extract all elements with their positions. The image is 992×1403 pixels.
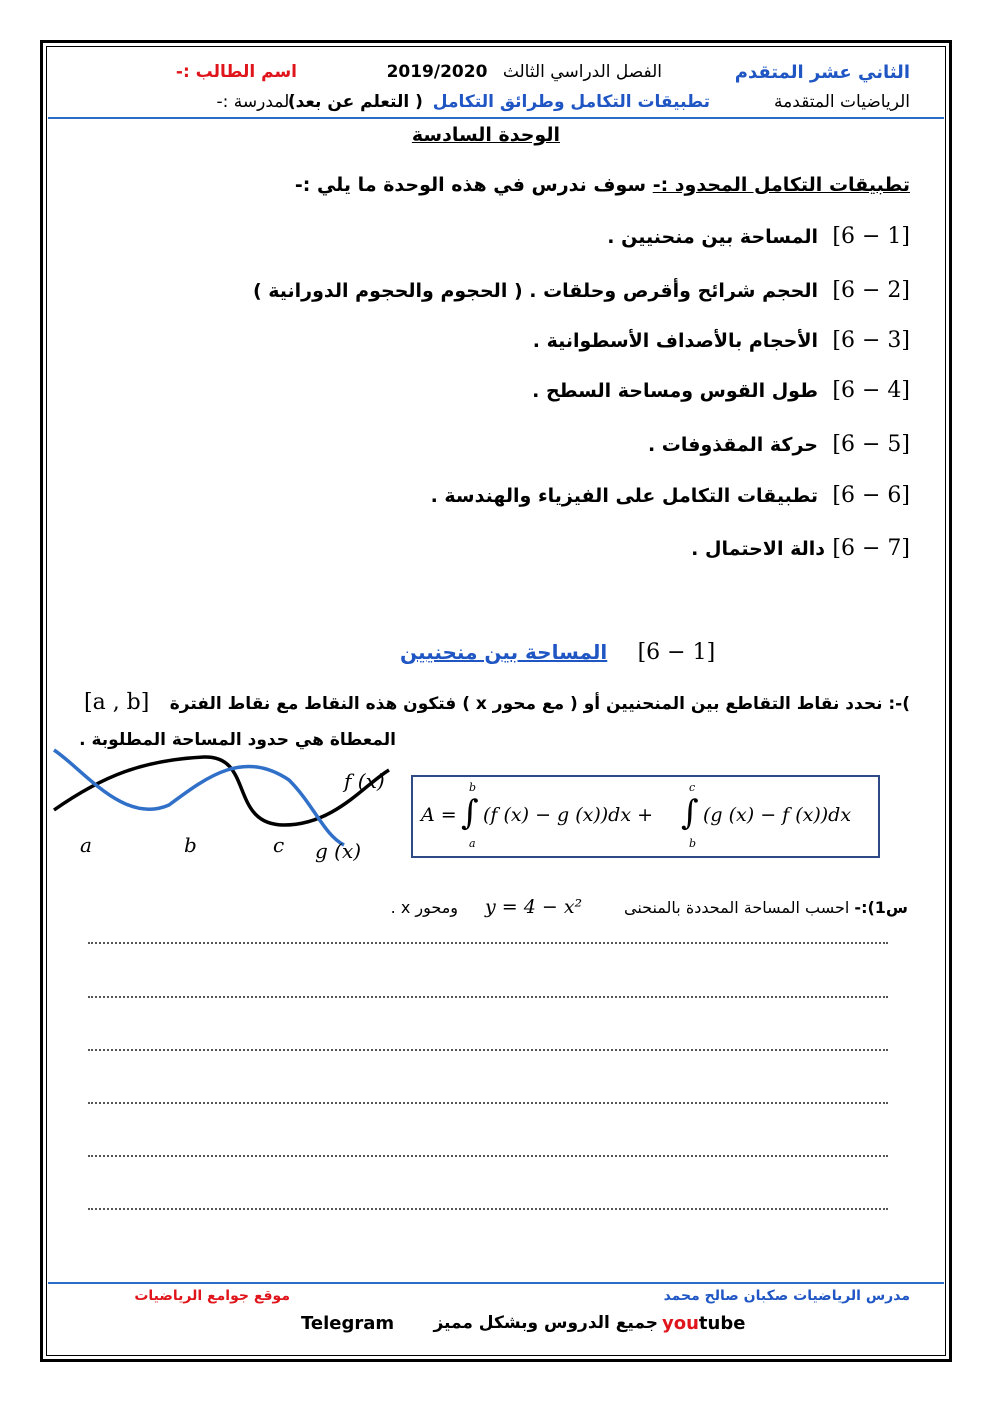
explanation-line-2: المعطاة هي حدود المساحة المطلوبة . <box>79 730 396 750</box>
question-1 <box>624 898 908 917</box>
lesson-code: [6 − 1] <box>832 224 910 249</box>
g-label: g (x) <box>315 839 362 863</box>
youtube-black: tube <box>698 1313 746 1334</box>
section-heading <box>400 640 715 665</box>
int2-lower: b <box>689 837 697 850</box>
lesson-text: حركة المقذوفات . <box>647 434 818 456</box>
point-b: b <box>184 833 197 857</box>
integral-sign-1: ∫ <box>461 793 479 833</box>
school-label: المدرسة :- <box>216 92 294 112</box>
header-divider <box>48 117 944 119</box>
youtube-link[interactable] <box>662 1313 745 1334</box>
point-c: c <box>273 833 285 857</box>
student-name-label: اسم الطالب :- <box>175 62 297 82</box>
topic-text: تطبيقات التكامل وطرائق التكامل <box>432 92 710 112</box>
subject-label: الرياضيات المتقدمة <box>774 92 910 112</box>
topic-label <box>288 92 710 112</box>
lesson-text: الأحجام بالأصداف الأسطوانية . <box>532 330 818 352</box>
section-title: المساحة بين منحنيين <box>400 640 608 664</box>
formula-box <box>411 775 880 858</box>
lesson-text: الحجم شرائح وأقرص وحلقات . ( الحجوم والحجوم الدورانية ) <box>252 280 818 302</box>
footer-divider <box>48 1282 944 1284</box>
answer-line[interactable] <box>88 1155 888 1157</box>
answer-line[interactable] <box>88 942 888 944</box>
site-name: موقع جوامع الرياضيات <box>134 1288 290 1304</box>
lesson-text: المساحة بين منحنيين . <box>607 226 818 248</box>
lesson-code: [6 − 6] <box>832 483 910 508</box>
answer-line[interactable] <box>88 1208 888 1210</box>
teacher-name: مدرس الرياضيات صكبان صالح محمد <box>663 1288 910 1304</box>
lesson-text: تطبيقات التكامل على الفيزياء والهندسة . <box>430 485 818 507</box>
explanation-line-1: )-: نحدد نقاط التقاطع بين المنحنيين أو ( مع محور x ) فتكون هذه النقاط مع نقاط الفترة <box>169 694 910 714</box>
youtube-text: جميع الدروس وبشكل مميز <box>433 1313 658 1333</box>
semester-text: الفصل الدراسي الثالث <box>502 62 662 82</box>
integral-sign-2: ∫ <box>681 793 699 833</box>
point-a: a <box>80 833 92 857</box>
lesson-code: [6 − 3] <box>832 328 910 353</box>
lesson-code: [6 − 2] <box>832 278 910 303</box>
section-code: [6 − 1] <box>637 640 716 665</box>
g-curve <box>54 750 344 845</box>
semester-label <box>387 62 662 82</box>
year-label: 2019/2020 <box>386 62 488 82</box>
telegram-label[interactable]: Telegram <box>301 1313 395 1334</box>
unit-intro <box>295 174 910 196</box>
formula-lhs: A = <box>421 804 457 826</box>
int2-body: (g (x) − f (x))dx <box>703 804 852 826</box>
intro-rest: سوف ندرس في هذه الوحدة ما يلي :- <box>294 174 653 196</box>
intro-bold: تطبيقات التكامل المحدود :- <box>652 174 910 196</box>
question-equation: y = 4 − x² <box>485 896 583 918</box>
int1-upper: b <box>469 781 477 794</box>
answer-line[interactable] <box>88 1102 888 1104</box>
lesson-text: طول القوس ومساحة السطح . <box>532 380 818 402</box>
answer-line[interactable] <box>88 1049 888 1051</box>
mode-text: ( التعلم عن بعد) <box>287 92 423 112</box>
interval-ab: [a , b] <box>84 690 150 715</box>
lesson-code: [6 − 7] <box>832 536 910 561</box>
int2-upper: c <box>689 781 696 794</box>
f-label: f (x) <box>344 769 385 793</box>
lesson-code: [6 − 5] <box>832 432 910 457</box>
lesson-text: دالة الاحتمال . <box>691 538 825 560</box>
question-tail: ومحور x . <box>390 898 458 917</box>
youtube-red: you <box>662 1313 699 1334</box>
lesson-code: [6 − 4] <box>832 378 910 403</box>
answer-line[interactable] <box>88 996 888 998</box>
int1-lower: a <box>469 837 476 850</box>
unit-title: الوحدة السادسة <box>411 124 560 146</box>
int1-body: (f (x) − g (x))dx + <box>483 804 654 826</box>
question-text: احسب المساحة المحددة بالمنحنى <box>623 898 850 917</box>
question-label: س1):- <box>854 898 908 917</box>
grade-label: الثاني عشر المتقدم <box>734 62 910 83</box>
